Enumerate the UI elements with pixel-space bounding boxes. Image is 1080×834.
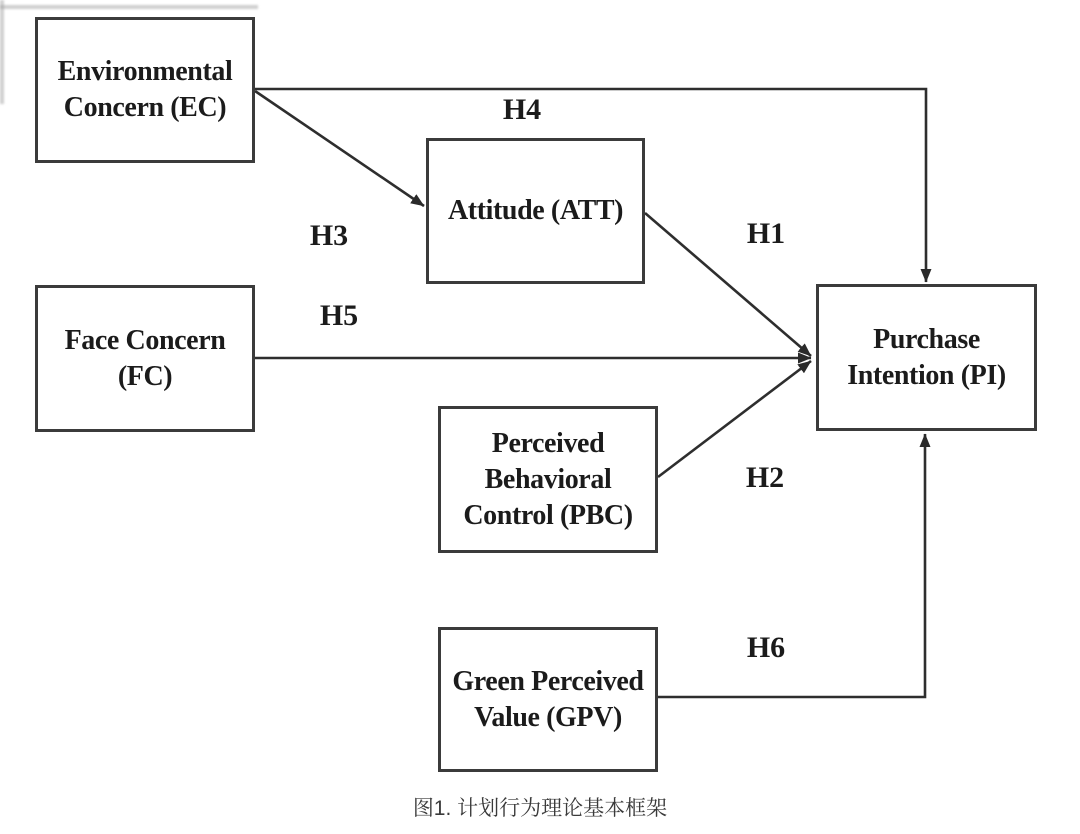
arrow-h2-pbc-to-pi [658,361,811,477]
node-label-line: Attitude (ATT) [447,195,624,226]
edge-label-h3: H3 [309,219,349,252]
node-label-line: (FC) [117,360,173,392]
node-label-line: Value (GPV) [474,701,622,733]
node-label-line: Behavioral [484,463,612,495]
edge-label-h6: H6 [746,631,786,664]
node-label-line: Face Concern [64,324,226,356]
node-attitude [426,138,645,284]
arrow-h3-ec-to-att [255,91,424,206]
edge-label-h5: H5 [319,299,359,332]
arrow-h1-att-to-pi [645,213,811,356]
node-label-line: Intention (PI) [847,359,1006,391]
figure-caption: 图1. 计划行为理论基本框架 [412,797,668,820]
arrow-h6-gpv-to-pi [658,434,925,697]
node-perceived-behavioral-control [438,406,658,553]
node-purchase-intention [816,284,1037,431]
node-environmental-concern [35,17,255,163]
edge-label-h2: H2 [745,461,785,494]
node-label-line: Control (PBC) [463,499,633,531]
edge-label-h4: H4 [502,93,542,126]
edge-label-h1: H1 [746,217,786,250]
node-face-concern [35,285,255,432]
node-label-line: Perceived [491,427,605,459]
node-label-line: Concern (EC) [63,92,227,123]
node-label-line: Purchase [873,323,980,355]
node-label-line: Environmental [57,56,233,87]
node-label-line: Green Perceived [452,665,644,697]
node-green-perceived-value [438,627,658,772]
